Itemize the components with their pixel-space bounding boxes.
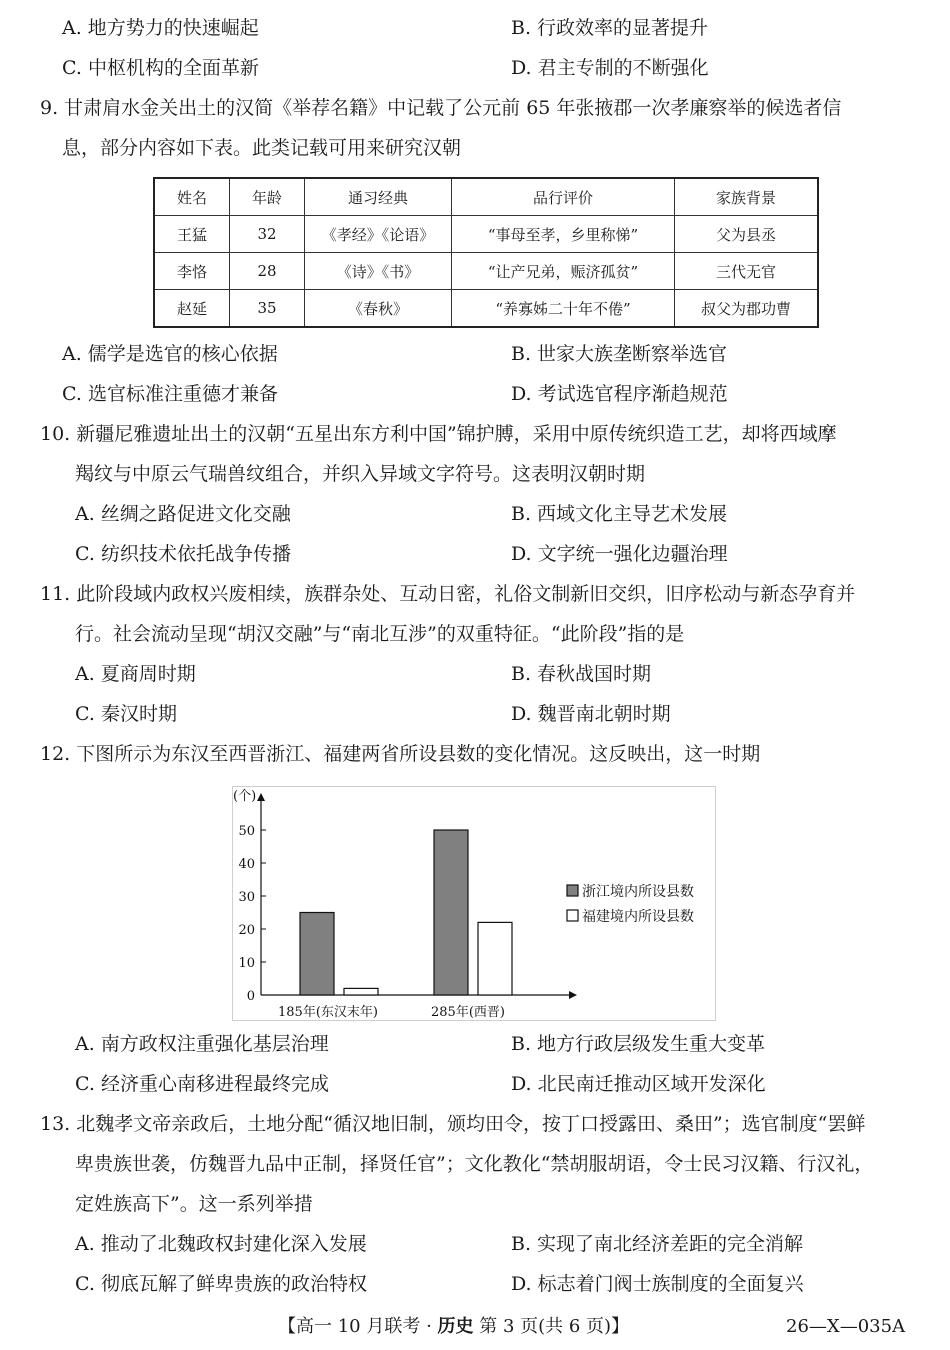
q8-option-b: B. 行政效率的显著提升	[511, 17, 709, 39]
bar-zhejiang	[434, 830, 468, 995]
q13-stem-line2: 卑贵族世袭，仿魏晋九品中正制，择贤任官”；文化教化“禁胡服胡语，令士民习汉籍、行汉礼，	[75, 1153, 874, 1175]
footer-code: 26—X—035A	[786, 1316, 906, 1337]
table-cell: “让产兄弟，赈济孤贫”	[452, 253, 675, 290]
table-cell: 《诗》《书》	[305, 253, 452, 290]
q9-option-c: C. 选官标准注重德才兼备	[62, 383, 278, 405]
county-count-chart	[232, 786, 716, 1021]
q11-option-c: C. 秦汉时期	[75, 703, 177, 725]
bar-fujian	[344, 988, 378, 995]
table-header: 品行评价	[452, 178, 675, 216]
table-cell: 35	[230, 290, 305, 328]
table-cell: 28	[230, 253, 305, 290]
legend	[567, 883, 694, 925]
q9-stem-line1: 9. 甘肃肩水金关出土的汉简《举荐名籍》中记载了公元前 65 年张掖郡一次孝廉察举的候选者信	[40, 97, 842, 119]
q13-option-d: D. 标志着门阀士族制度的全面复兴	[511, 1273, 804, 1295]
table-cell: 父为县丞	[675, 216, 819, 253]
x-labels	[278, 1004, 505, 1020]
table-cell: 三代无官	[675, 253, 819, 290]
q11-option-d: D. 魏晋南北朝时期	[511, 703, 671, 725]
bar-zhejiang	[300, 913, 334, 996]
q11-option-b: B. 春秋战国时期	[511, 663, 652, 685]
q10-stem-line1: 10. 新疆尼雅遗址出土的汉朝“五星出东方利中国”锦护膊，采用中原传统织造工艺，却将西域摩	[40, 423, 837, 445]
q10-option-d: D. 文字统一强化边疆治理	[511, 543, 728, 565]
q13-option-c: C. 彻底瓦解了鲜卑贵族的政治特权	[75, 1273, 367, 1295]
table-cell: 李恪	[154, 253, 230, 290]
q13-stem-line3: 定姓族高下”。这一系列举措	[75, 1193, 313, 1215]
y-tick-label: 50	[238, 824, 255, 839]
q12-option-d: D. 北民南迁推动区域开发深化	[511, 1073, 766, 1095]
q12-option-b: B. 地方行政层级发生重大变革	[511, 1033, 766, 1055]
y-tick-label: 10	[238, 956, 255, 971]
q8-option-d: D. 君主专制的不断强化	[511, 57, 709, 79]
y-tick-label: 0	[246, 989, 255, 1004]
table-cell: 赵延	[154, 290, 230, 328]
q12-option-a: A. 南方政权注重强化基层治理	[75, 1033, 329, 1055]
footer-subject: 历史	[437, 1316, 474, 1337]
q10-option-c: C. 纺织技术依托战争传播	[75, 543, 291, 565]
q9-stem-line2: 息，部分内容如下表。此类记载可用来研究汉朝	[62, 137, 462, 159]
legend-swatch	[567, 885, 578, 896]
y-tick-label: 20	[238, 923, 255, 938]
q13-option-b: B. 实现了南北经济差距的完全消解	[511, 1233, 804, 1255]
legend-label: 福建境内所设县数	[582, 909, 694, 925]
q12-option-c: C. 经济重心南移进程最终完成	[75, 1073, 329, 1095]
q12-stem: 12. 下图所示为东汉至西晋浙江、福建两省所设县数的变化情况。这反映出，这一时期	[40, 743, 761, 765]
table-header: 家族背景	[675, 178, 819, 216]
y-axis-arrow-icon	[257, 793, 265, 801]
y-axis-label: (个)	[233, 789, 257, 804]
q13-stem-line1: 13. 北魏孝文帝亲政后，土地分配“循汉地旧制，颁均田令，按丁口授露田、桑田”；选官制度“罢鲜	[40, 1113, 866, 1135]
y-ticks	[238, 824, 266, 1004]
q10-option-b: B. 西域文化主导艺术发展	[511, 503, 728, 525]
legend-label: 浙江境内所设县数	[582, 884, 694, 900]
q9-table	[153, 177, 819, 328]
table-cell: “事母至孝，乡里称悌”	[452, 216, 675, 253]
q11-stem-line2: 行。社会流动呈现“胡汉交融”与“南北互涉”的双重特征。“此阶段”指的是	[75, 623, 685, 645]
bar-fujian	[478, 922, 512, 995]
y-tick-label: 40	[238, 857, 255, 872]
q8-option-c: C. 中枢机构的全面革新	[62, 57, 259, 79]
x-tick-label: 285年(西晋)	[431, 1005, 505, 1020]
table-header: 姓名	[154, 178, 230, 216]
x-tick-label: 185年(东汉末年)	[278, 1005, 378, 1020]
y-tick-label: 30	[238, 890, 255, 905]
table-header: 年龄	[230, 178, 305, 216]
table-cell: “养寡姊二十年不倦”	[452, 290, 675, 328]
table-cell: 叔父为郡功曹	[675, 290, 819, 328]
table-row	[154, 253, 818, 290]
table-header-row	[154, 178, 818, 216]
q11-option-a: A. 夏商周时期	[75, 663, 196, 685]
x-axis-arrow-icon	[569, 991, 577, 999]
q9-option-d: D. 考试选官程序渐趋规范	[511, 383, 728, 405]
table-row	[154, 290, 818, 328]
q10-stem-line2: 羯纹与中原云气瑞兽纹组合，并织入异域文字符号。这表明汉朝时期	[75, 463, 646, 485]
q11-stem-line1: 11. 此阶段域内政权兴废相续，族群杂处、互动日密，礼俗文制新旧交织，旧序松动与新态孕育并	[40, 583, 856, 605]
q9-option-a: A. 儒学是选官的核心依据	[62, 343, 278, 365]
q13-option-a: A. 推动了北魏政权封建化深入发展	[75, 1233, 367, 1255]
table-cell: 《春秋》	[305, 290, 452, 328]
q8-option-a: A. 地方势力的快速崛起	[62, 17, 259, 39]
q10-option-a: A. 丝绸之路促进文化交融	[75, 503, 291, 525]
bars	[300, 830, 512, 995]
page-footer	[278, 1313, 629, 1341]
table-cell: 《孝经》《论语》	[305, 216, 452, 253]
table-row	[154, 216, 818, 253]
chart-svg	[233, 787, 715, 1020]
table-header: 通习经典	[305, 178, 452, 216]
table-cell: 32	[230, 216, 305, 253]
footer-page-number: 第 3 页(共 6 页)】	[473, 1316, 630, 1337]
footer-exam-label: 【高一 10 月联考 ·	[278, 1316, 438, 1337]
table-cell: 王猛	[154, 216, 230, 253]
q9-option-b: B. 世家大族垄断察举选官	[511, 343, 728, 365]
legend-swatch	[567, 910, 578, 921]
